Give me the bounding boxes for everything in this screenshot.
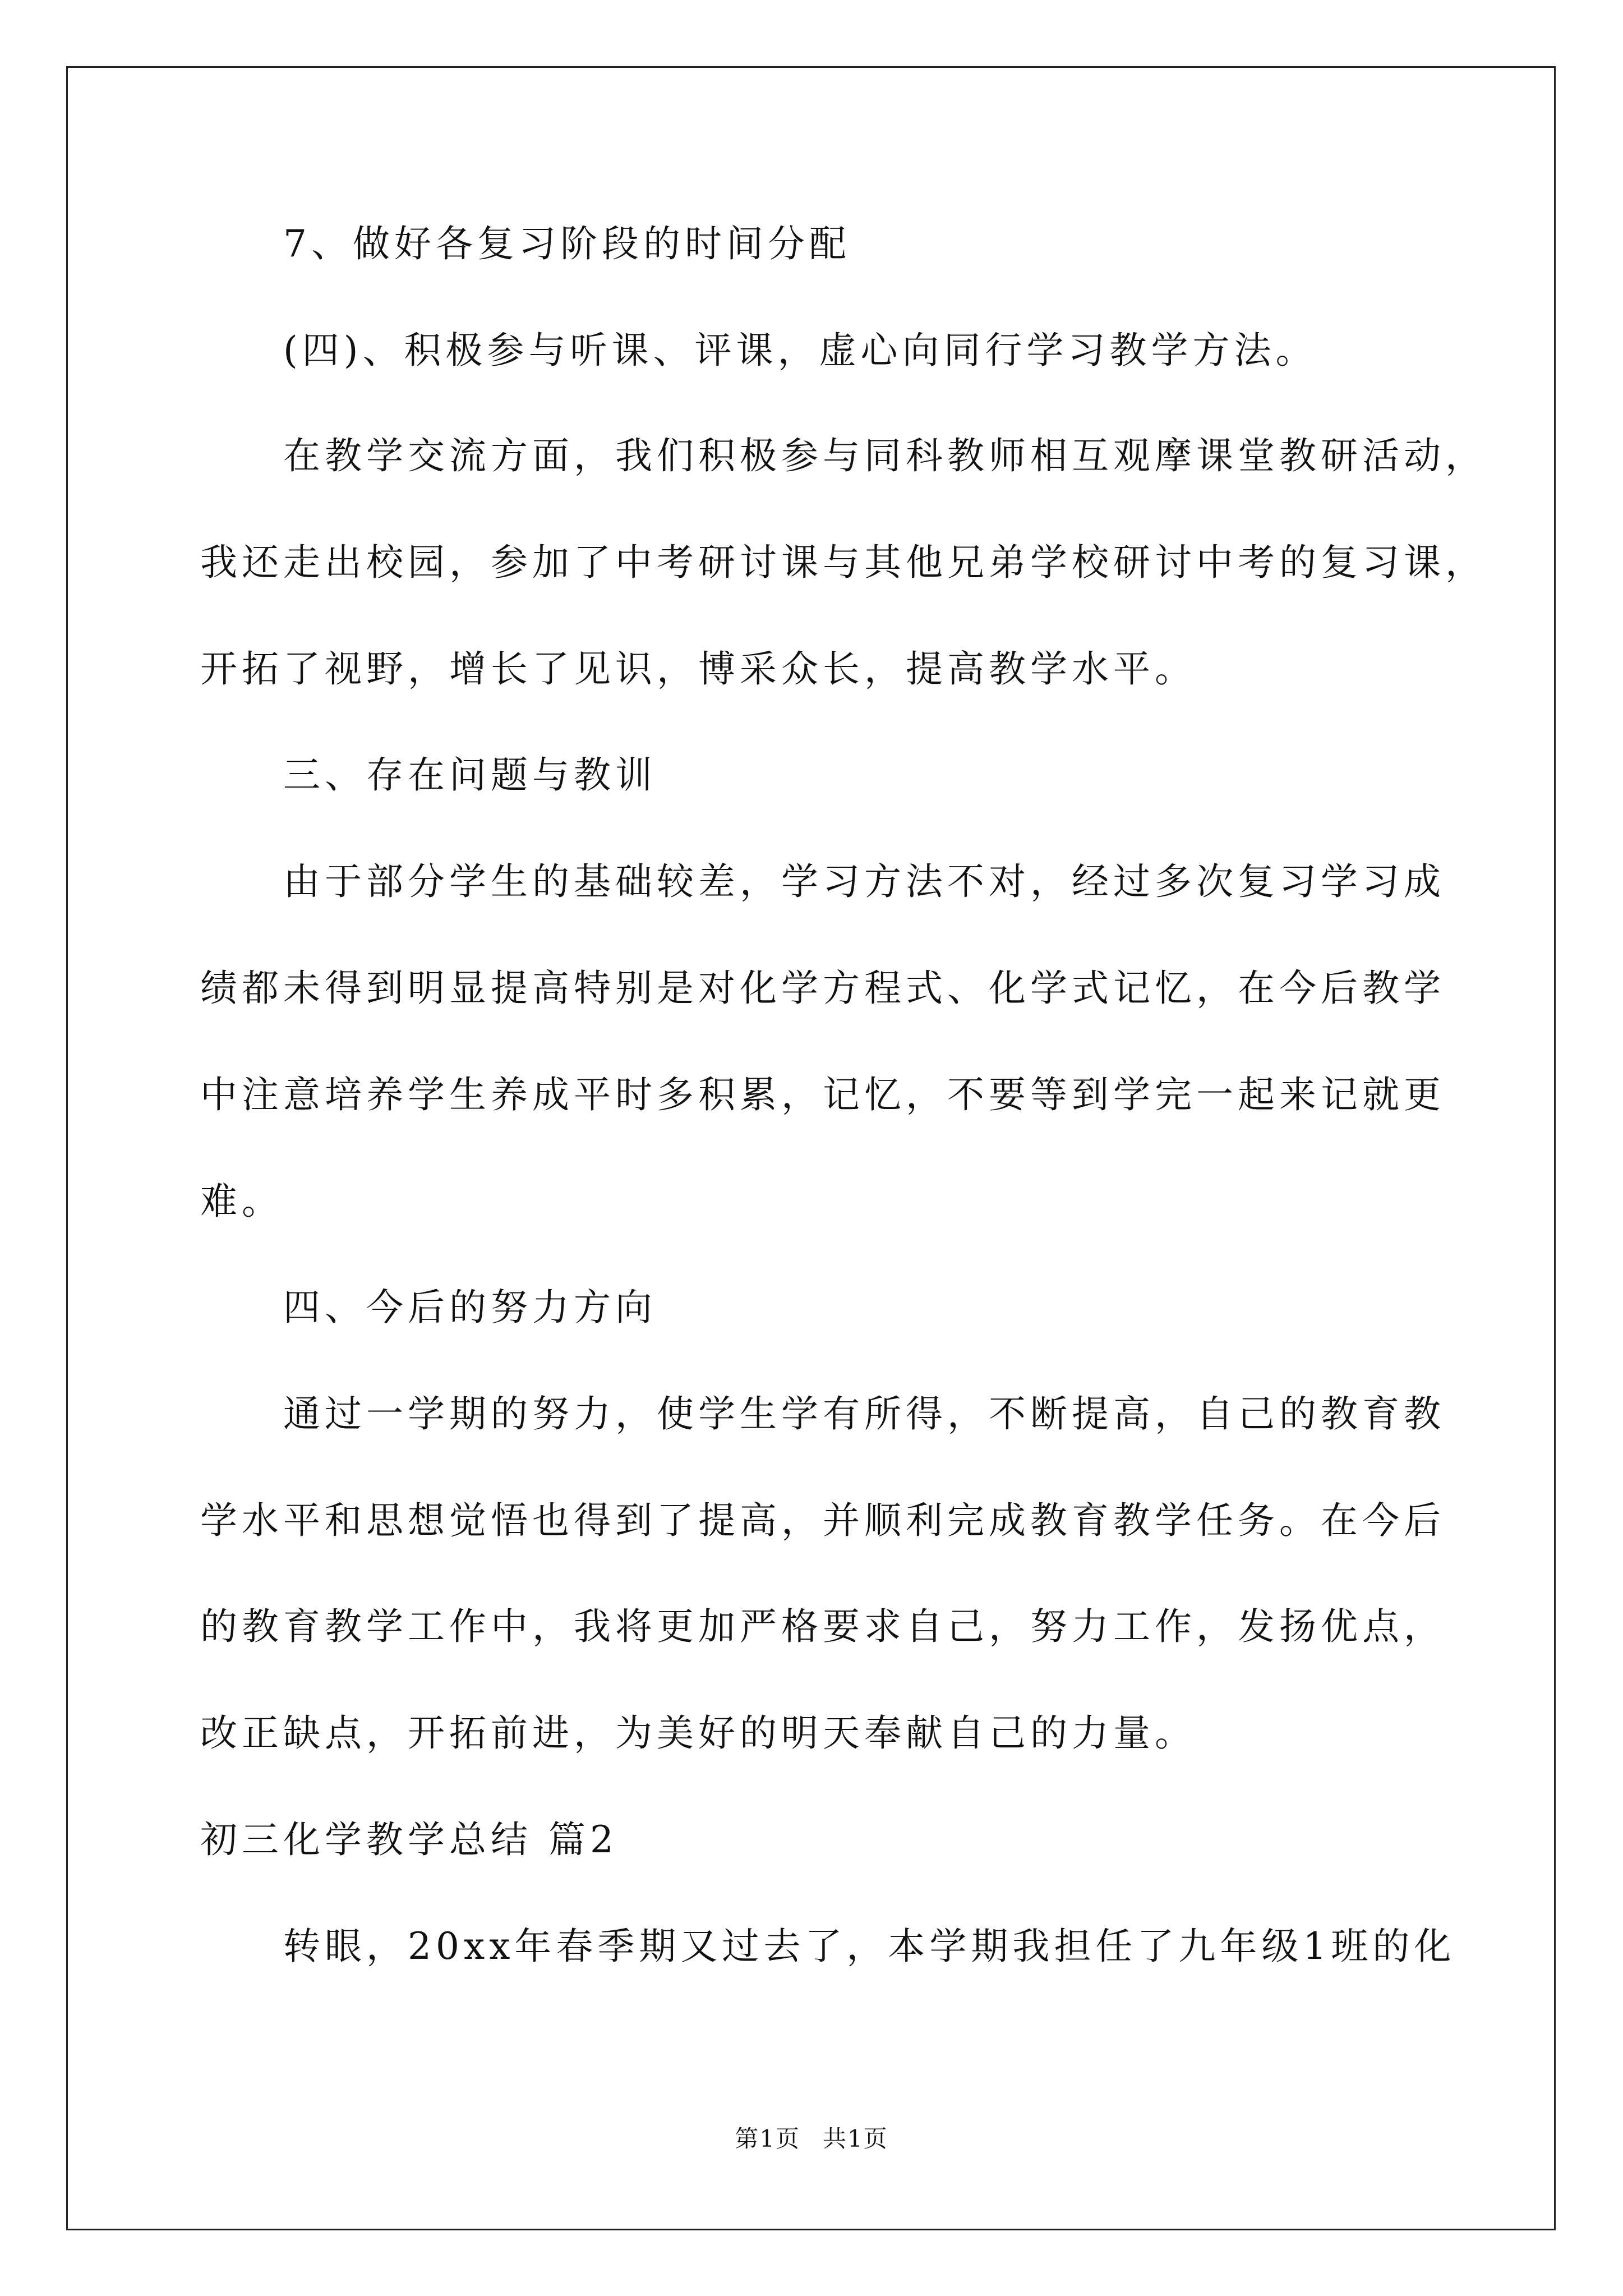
section-heading: 三、存在问题与教训 (283, 753, 657, 797)
paragraph-line: 通过一学期的努力，使学生学有所得，不断提高，自己的教育教 (283, 1392, 1445, 1435)
paragraph-line: 改正缺点，开拓前进，为美好的明天奉献自己的力量。 (200, 1711, 1196, 1755)
paragraph-line: 绩都未得到明显提高特别是对化学方程式、化学式记忆，在今后教学 (200, 967, 1445, 1010)
page-footer (0, 2125, 1623, 2153)
section-heading: 四、今后的努力方向 (283, 1286, 657, 1329)
article-title: 初三化学教学总结 篇2 (200, 1818, 618, 1861)
paragraph-line: 中注意培养学生养成平时多积累，记忆，不要等到学完一起来记就更 (200, 1073, 1445, 1116)
paragraph-line: 难。 (200, 1180, 283, 1223)
paragraph-line: 开拓了视野，增长了见识，博采众长，提高教学水平。 (200, 647, 1196, 691)
paragraph-line: 由于部分学生的基础较差，学习方法不对，经过多次复习学习成 (283, 860, 1445, 903)
paragraph-line: 7、做好各复习阶段的时间分配 (283, 222, 851, 265)
page-number-total: 共1页 (823, 2125, 888, 2152)
page-border (66, 66, 1556, 2230)
section-heading: (四)、积极参与听课、评课，虚心向同行学习教学方法。 (283, 329, 1317, 372)
paragraph-line: 学水平和思想觉悟也得到了提高，并顺利完成教育教学任务。在今后 (200, 1499, 1445, 1542)
paragraph-line: 在教学交流方面，我们积极参与同科教师相互观摩课堂教研活动， (283, 434, 1487, 477)
paragraph-line: 我还走出校园，参加了中考研讨课与其他兄弟学校研讨中考的复习课， (200, 541, 1487, 584)
page-number-current: 第1页 (735, 2125, 800, 2152)
paragraph-line: 转眼，20xx年春季期又过去了，本学期我担任了九年级1班的化 (283, 1925, 1456, 1968)
paragraph-line: 的教育教学工作中，我将更加严格要求自己，努力工作，发扬优点， (200, 1605, 1445, 1648)
